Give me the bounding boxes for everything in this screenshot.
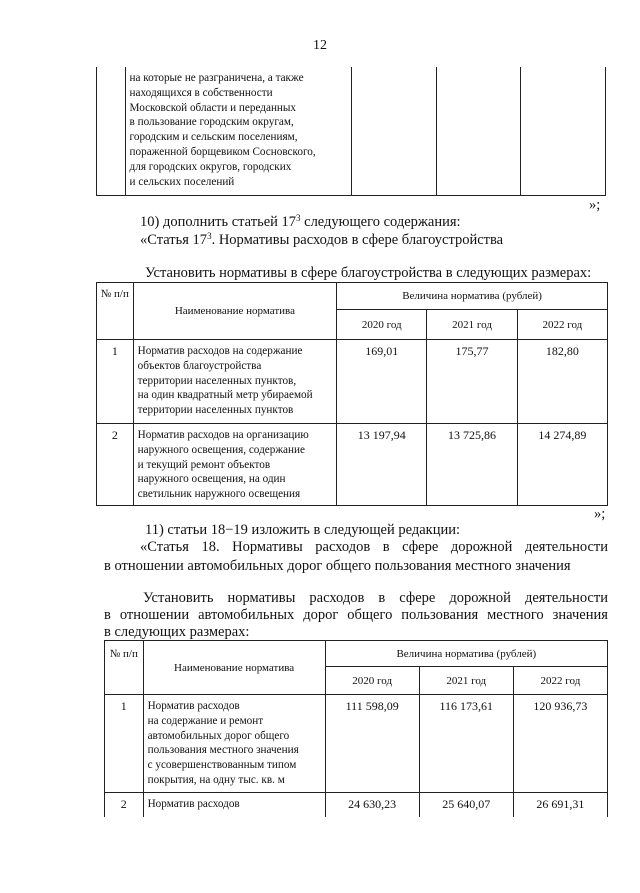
road-intro-line-2 xyxy=(104,607,608,624)
text-line: наружного освещения, на один xyxy=(137,473,286,486)
header-name: Наименование норматива xyxy=(133,283,336,340)
table-row xyxy=(97,340,608,424)
text-line: на один квадратный метр убираемой xyxy=(137,389,313,402)
text-span: «Статья 17 xyxy=(140,232,208,248)
text-span: 10) дополнить статьей 17 xyxy=(140,214,297,230)
row-value: 120 936,73 xyxy=(513,695,607,793)
row-value: 169,01 xyxy=(337,340,427,424)
text-line: и сельских поселений xyxy=(129,175,235,188)
text-line: с усовершенствованным типом xyxy=(147,759,297,772)
header-name: Наименование норматива xyxy=(143,641,325,695)
row-name xyxy=(133,340,336,424)
word: дорожной xyxy=(450,539,513,555)
table-row xyxy=(97,424,608,506)
closing-quote: »; xyxy=(589,197,601,213)
row-value: 13 197,94 xyxy=(337,424,427,506)
word: Установить xyxy=(143,590,214,606)
blag-norms-table xyxy=(96,282,608,506)
header-year: 2021 год xyxy=(419,667,513,695)
road-norms-table xyxy=(104,640,608,817)
row-value: 116 173,61 xyxy=(419,695,513,793)
table-cell xyxy=(521,67,606,195)
row-num: 2 xyxy=(105,793,144,817)
text-line: автомобильных дорог общего xyxy=(147,729,290,742)
word: сфере xyxy=(402,539,439,555)
word: Нормативы xyxy=(232,539,303,555)
superscript: 3 xyxy=(207,231,212,241)
text-line: Норматив расходов xyxy=(147,798,240,810)
table-row xyxy=(105,793,608,817)
text-line: находящихся в собственности xyxy=(129,86,273,99)
row-value: 111 598,09 xyxy=(325,695,419,793)
text-line: пользования местного значения xyxy=(147,744,299,757)
word: дорожной xyxy=(449,590,511,606)
word: расходов xyxy=(309,590,365,606)
text-line: Норматив расходов на организацию xyxy=(137,429,309,441)
header-value: Величина норматива (рублей) xyxy=(337,283,608,310)
table-cell xyxy=(97,67,126,195)
row-name xyxy=(133,424,336,506)
row-name xyxy=(143,695,325,793)
text-line: объектов благоустройства xyxy=(137,359,262,372)
row-value: 175,77 xyxy=(427,340,517,424)
header-num: № п/п xyxy=(97,283,134,340)
text-line: городским и сельским поселениям, xyxy=(129,131,298,144)
table-cell xyxy=(436,67,521,195)
text-line: на которые не разграничена, а также xyxy=(129,72,304,84)
word: в xyxy=(378,590,386,606)
word: сфере xyxy=(399,590,436,606)
row-num: 1 xyxy=(105,695,144,793)
blag-intro: Установить нормативы в сфере благоустройства в следующих размерах: xyxy=(145,265,592,281)
top-continuation-table xyxy=(96,67,606,196)
item-11-line-1: 11) статьи 18−19 изложить в следующей редакции: xyxy=(145,522,461,538)
text-line: наружного освещения, содержание xyxy=(137,443,305,456)
word: общего xyxy=(347,607,393,623)
article-18-heading-cont: в отношении автомобильных дорог общего пользования местного значения xyxy=(104,558,571,574)
row-name xyxy=(143,793,325,817)
row-value: 24 630,23 xyxy=(325,793,419,817)
word: дорог xyxy=(303,607,339,623)
word: отношении xyxy=(119,607,190,623)
text-line: Московской области и переданных xyxy=(129,101,297,114)
row-value: 14 274,89 xyxy=(517,424,607,506)
table-cell xyxy=(125,67,352,195)
text-line: Норматив расходов на содержание xyxy=(137,345,303,357)
header-num: № п/п xyxy=(105,641,144,695)
word: нормативы xyxy=(227,590,296,606)
text-line: на содержание и ремонт xyxy=(147,714,264,727)
row-num: 1 xyxy=(97,340,134,424)
header-year: 2021 год xyxy=(427,310,517,340)
top-table-text xyxy=(130,71,348,189)
text-line: пораженной борщевиком Сосновского, xyxy=(129,145,316,158)
page-number: 12 xyxy=(313,38,327,53)
word: пользования xyxy=(401,607,479,623)
text-span: следующего содержания: xyxy=(300,214,461,230)
table-row xyxy=(105,695,608,793)
word: «Статья xyxy=(140,539,189,555)
word: деятельности xyxy=(524,539,608,555)
road-intro-line-3: в следующих размерах: xyxy=(104,624,250,640)
row-num: 2 xyxy=(97,424,134,506)
article-17-3-heading xyxy=(140,231,503,249)
text-span: . Нормативы расходов в сфере благоустройства xyxy=(211,232,504,248)
item-10-line-1 xyxy=(140,213,461,231)
header-year: 2022 год xyxy=(513,667,607,695)
row-value: 13 725,86 xyxy=(427,424,517,506)
text-line: и текущий ремонт объектов xyxy=(137,458,271,471)
header-year: 2020 год xyxy=(337,310,427,340)
text-line: покрытия, на одну тыс. кв. м xyxy=(147,773,285,786)
word: значения xyxy=(552,607,608,623)
word: расходов xyxy=(315,539,371,555)
header-value: Величина норматива (рублей) xyxy=(325,641,607,667)
word: местного xyxy=(487,607,544,623)
row-value: 25 640,07 xyxy=(419,793,513,817)
text-line: территории населенных пунктов xyxy=(137,404,294,417)
table-cell xyxy=(352,67,437,195)
text-line: территории населенных пунктов, xyxy=(137,374,297,387)
header-year: 2020 год xyxy=(325,667,419,695)
row-value: 182,80 xyxy=(517,340,607,424)
header-year: 2022 год xyxy=(517,310,607,340)
road-intro-line-1 xyxy=(143,590,608,607)
word: в xyxy=(104,607,111,623)
text-line: Норматив расходов xyxy=(147,700,240,712)
article-18-heading xyxy=(140,539,608,556)
row-value: 26 691,31 xyxy=(513,793,607,817)
word: деятельности xyxy=(524,590,608,606)
text-line: светильник наружного освещения xyxy=(137,488,301,501)
text-line: для городских округов, городских xyxy=(129,160,292,173)
word: в xyxy=(382,539,390,555)
word: 18. xyxy=(201,539,220,555)
superscript: 3 xyxy=(296,213,301,223)
text-line: в пользование городским округам, xyxy=(129,116,294,129)
word: автомобильных xyxy=(198,607,295,623)
closing-quote: »; xyxy=(594,506,606,522)
